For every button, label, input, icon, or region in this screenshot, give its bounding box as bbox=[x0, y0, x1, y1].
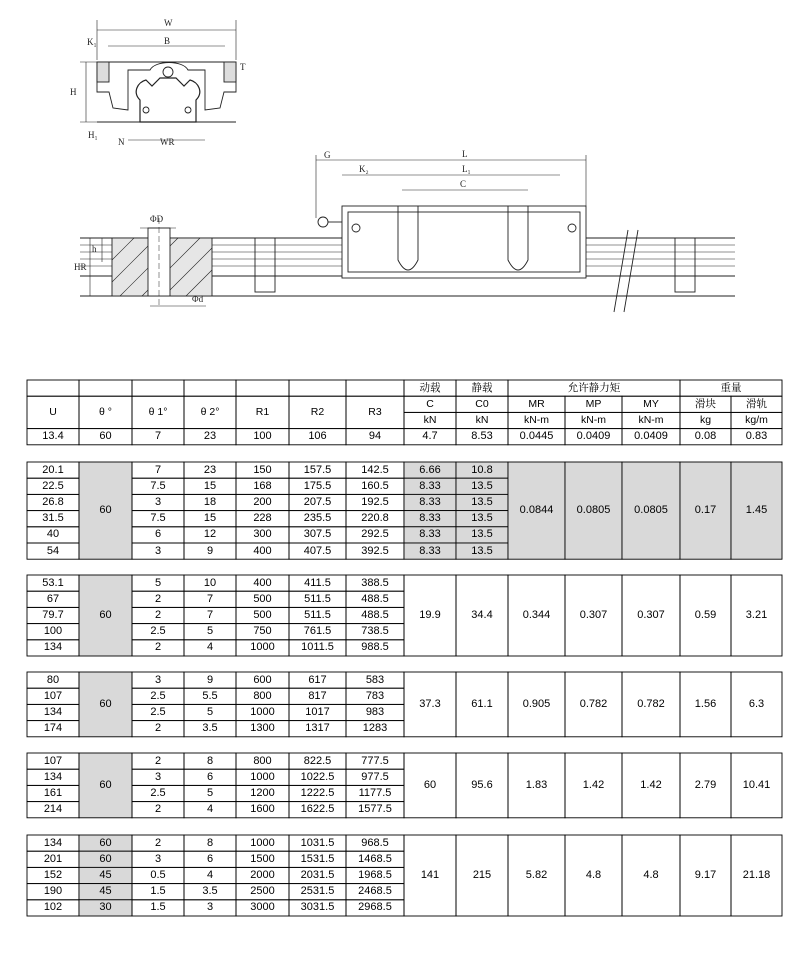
theta-merged-cell: 60 bbox=[99, 778, 112, 791]
theta-merged-cell: 60 bbox=[99, 504, 112, 517]
table-cell: 190 bbox=[43, 885, 63, 898]
table-cell: 511.5 bbox=[304, 592, 331, 605]
table-cell: 200 bbox=[253, 495, 272, 508]
table-cell: 0.0409 bbox=[634, 430, 668, 443]
merged-value-cell: 0.59 bbox=[694, 609, 717, 621]
merged-value-cell: 0.0844 bbox=[519, 504, 554, 517]
table-cell: 5.5 bbox=[202, 689, 218, 702]
table-cell: 0.0409 bbox=[576, 430, 611, 443]
merged-value-cell: 1.45 bbox=[745, 504, 768, 517]
dim-label-WR: WR bbox=[160, 137, 175, 147]
table-cell: 583 bbox=[365, 673, 385, 686]
table-cell: 1000 bbox=[250, 641, 275, 654]
table-cell: 988.5 bbox=[361, 641, 389, 654]
table-cell: 0.0445 bbox=[519, 430, 554, 443]
merged-value-cell: 1.56 bbox=[694, 697, 717, 710]
table-cell: 192.5 bbox=[361, 495, 389, 508]
sub-header-C0: C0 bbox=[475, 398, 489, 411]
table-cell: 500 bbox=[253, 592, 272, 605]
table-cell: 3000 bbox=[250, 901, 275, 914]
header-blank bbox=[289, 380, 346, 396]
table-cell: 107 bbox=[43, 754, 63, 767]
header-allowable-static-moment: 允许静力矩 bbox=[567, 381, 621, 394]
table-cell: 67 bbox=[46, 592, 60, 605]
table-cell: 6 bbox=[206, 770, 214, 783]
table-cell: 100 bbox=[43, 625, 63, 638]
table-cell: 12 bbox=[203, 528, 217, 541]
table-cell: 1022.5 bbox=[300, 770, 335, 783]
merged-value-cell: 1.83 bbox=[525, 778, 548, 791]
merged-value-cell: 141 bbox=[420, 869, 440, 881]
table-cell: 761.5 bbox=[303, 625, 332, 638]
merged-value-cell: 6.3 bbox=[748, 697, 765, 710]
table-cell: 20.1 bbox=[42, 463, 64, 476]
sub-header-MP: MP bbox=[585, 398, 602, 411]
merged-value-cell: 0.782 bbox=[579, 697, 608, 710]
table-cell: 800 bbox=[253, 754, 272, 767]
table-cell: 7.5 bbox=[150, 479, 166, 492]
header-blank bbox=[132, 380, 184, 396]
table-cell: 1317 bbox=[305, 722, 330, 735]
table-cell: 201 bbox=[43, 852, 63, 865]
table-cell: 822.5 bbox=[303, 754, 332, 767]
merged-value-cell: 4.8 bbox=[585, 869, 602, 881]
table-cell: 977.5 bbox=[361, 770, 389, 783]
table-cell: 777.5 bbox=[361, 754, 389, 767]
table-cell: 40 bbox=[46, 528, 60, 541]
merged-value-cell: 9.17 bbox=[694, 869, 717, 881]
table-cell: 2.5 bbox=[150, 689, 166, 702]
header-blank bbox=[346, 380, 404, 396]
table-cell: 292.5 bbox=[361, 528, 389, 541]
table-cell: 13.5 bbox=[471, 528, 493, 541]
unit-C: kN bbox=[423, 414, 437, 427]
merged-value-cell: 1.42 bbox=[640, 778, 662, 791]
column-header: θ 2° bbox=[200, 406, 220, 419]
header-blank bbox=[184, 380, 236, 396]
table-cell: 1500 bbox=[250, 852, 275, 865]
table-cell: 2031.5 bbox=[300, 868, 335, 881]
merged-value-cell: 215 bbox=[472, 869, 492, 881]
column-header: U bbox=[49, 406, 57, 419]
merged-value-cell: 0.307 bbox=[579, 609, 608, 621]
table-cell: 134 bbox=[43, 770, 63, 783]
unit-MR: kN-m bbox=[523, 414, 550, 427]
table-cell: 500 bbox=[253, 608, 272, 621]
table-cell: 4 bbox=[206, 641, 214, 654]
table-cell: 100 bbox=[253, 430, 272, 443]
header-dynamic-load: 动载 bbox=[419, 381, 441, 394]
table-cell: 4 bbox=[206, 803, 214, 816]
table-cell: 1222.5 bbox=[300, 786, 335, 799]
table-cell: 30 bbox=[99, 901, 112, 914]
table-cell: 488.5 bbox=[361, 592, 389, 605]
table-cell: 1600 bbox=[250, 803, 275, 816]
unit-block: kg bbox=[699, 414, 712, 427]
table-cell: 207.5 bbox=[303, 495, 332, 508]
table-cell: 214 bbox=[43, 803, 63, 816]
table-cell: 1622.5 bbox=[300, 803, 335, 816]
table-cell: 2531.5 bbox=[300, 885, 335, 898]
unit-MY: kN-m bbox=[638, 414, 664, 427]
dim-label-h: h bbox=[92, 244, 97, 254]
dim-label-L: L bbox=[462, 149, 468, 159]
merged-value-cell: 19.9 bbox=[419, 609, 441, 621]
table-cell: 23 bbox=[203, 430, 217, 443]
merged-value-cell: 21.18 bbox=[742, 869, 771, 881]
dim-label-N: N bbox=[118, 137, 125, 147]
table-cell: 31.5 bbox=[42, 512, 64, 525]
table-cell: 2 bbox=[154, 836, 162, 849]
dim-label-G: G bbox=[324, 150, 331, 160]
table-cell: 2 bbox=[154, 592, 162, 605]
table-cell: 8.33 bbox=[419, 544, 441, 557]
table-cell: 4.7 bbox=[422, 430, 438, 443]
merged-value-cell: 95.6 bbox=[471, 778, 493, 791]
table-cell: 511.5 bbox=[304, 608, 331, 621]
table-cell: 1017 bbox=[305, 705, 330, 718]
column-header: R3 bbox=[368, 406, 382, 419]
table-cell: 800 bbox=[253, 689, 272, 702]
table-cell: 6 bbox=[154, 528, 162, 541]
table-cell: 102 bbox=[43, 901, 63, 914]
table-cell: 13.5 bbox=[471, 544, 493, 557]
header-weight: 重量 bbox=[720, 381, 742, 394]
table-cell: 150 bbox=[253, 463, 272, 476]
header-blank bbox=[79, 380, 132, 396]
table-cell: 8.33 bbox=[419, 512, 441, 525]
table-cell: 738.5 bbox=[361, 625, 389, 638]
table-cell: 2000 bbox=[250, 868, 275, 881]
table-cell: 1577.5 bbox=[358, 803, 392, 816]
table-cell: 783 bbox=[365, 689, 385, 702]
table-cell: 60 bbox=[99, 430, 112, 443]
table-cell: 8.33 bbox=[419, 495, 441, 508]
table-cell: 6 bbox=[206, 852, 214, 865]
merged-value-cell: 5.82 bbox=[525, 869, 548, 881]
table-cell: 750 bbox=[253, 625, 272, 638]
table-cell: 174 bbox=[43, 722, 63, 735]
table-cell: 235.5 bbox=[303, 512, 332, 525]
table-cell: 1177.5 bbox=[358, 786, 392, 799]
merged-value-cell: 10.41 bbox=[742, 778, 771, 791]
table-cell: 54 bbox=[46, 544, 60, 557]
dim-label-L1: L₁ bbox=[462, 164, 471, 174]
table-cell: 8 bbox=[206, 754, 214, 767]
table-cell: 407.5 bbox=[303, 544, 332, 557]
table-cell: 6.66 bbox=[419, 463, 441, 476]
table-cell: 388.5 bbox=[361, 576, 389, 589]
column-header: R2 bbox=[310, 406, 325, 419]
table-cell: 5 bbox=[206, 705, 214, 718]
table-cell: 1011.5 bbox=[301, 641, 334, 654]
table-cell: 2.5 bbox=[150, 625, 166, 638]
table-cell: 617 bbox=[308, 673, 327, 686]
table-cell: 13.5 bbox=[471, 479, 493, 492]
table-cell: 1.5 bbox=[150, 885, 166, 898]
merged-value-cell: 34.4 bbox=[471, 609, 493, 621]
table-cell: 3 bbox=[206, 901, 214, 914]
table-cell: 9 bbox=[206, 673, 214, 686]
table-cell: 3 bbox=[154, 770, 162, 783]
table-cell: 160.5 bbox=[361, 479, 389, 492]
table-cell: 1283 bbox=[362, 722, 388, 735]
dim-label-K1: K₁ bbox=[87, 37, 97, 47]
table-cell: 7.5 bbox=[150, 512, 166, 525]
table-cell: 488.5 bbox=[361, 608, 389, 621]
sub-header-block: 滑块 bbox=[695, 398, 716, 411]
table-cell: 2 bbox=[154, 803, 162, 816]
column-header: θ ° bbox=[99, 406, 112, 419]
table-cell: 1000 bbox=[250, 836, 275, 849]
table-cell: 2968.5 bbox=[358, 901, 392, 914]
column-header: R1 bbox=[255, 406, 270, 419]
table-cell: 1968.5 bbox=[358, 868, 392, 881]
merged-value-cell: 4.8 bbox=[643, 869, 659, 881]
table-cell: 7 bbox=[206, 592, 214, 605]
table-cell: 7 bbox=[154, 430, 162, 443]
column-header: θ 1° bbox=[148, 406, 168, 419]
table-cell: 26.8 bbox=[42, 495, 64, 508]
table-cell: 23 bbox=[203, 463, 217, 476]
table-cell: 107 bbox=[43, 689, 63, 702]
table-cell: 392.5 bbox=[361, 544, 389, 557]
table-cell: 18 bbox=[203, 495, 217, 508]
table-cell: 9 bbox=[206, 544, 214, 557]
table-cell: 0.5 bbox=[150, 868, 166, 881]
table-cell: 1000 bbox=[250, 770, 275, 783]
theta-merged-cell: 60 bbox=[99, 609, 112, 621]
table-cell: 134 bbox=[43, 705, 63, 718]
table-cell: 13.4 bbox=[42, 430, 64, 443]
table-cell: 307.5 bbox=[303, 528, 332, 541]
merged-value-cell: 3.21 bbox=[745, 609, 768, 621]
table-cell: 3031.5 bbox=[300, 901, 335, 914]
table-cell: 94 bbox=[368, 430, 382, 443]
table-cell: 400 bbox=[253, 544, 272, 557]
table-cell: 220.8 bbox=[361, 512, 389, 525]
dim-label-C: C bbox=[460, 179, 467, 189]
table-cell: 2500 bbox=[250, 885, 275, 898]
table-cell: 0.08 bbox=[694, 430, 717, 443]
table-cell: 161 bbox=[43, 786, 63, 799]
table-cell: 60 bbox=[99, 836, 112, 849]
table-cell: 4 bbox=[206, 868, 214, 881]
table-cell: 5 bbox=[206, 786, 214, 799]
table-cell: 13.5 bbox=[471, 512, 493, 525]
merged-value-cell: 0.307 bbox=[637, 609, 665, 621]
table-cell: 8 bbox=[206, 836, 214, 849]
merged-value-cell: 0.782 bbox=[637, 697, 665, 710]
table-cell: 1468.5 bbox=[358, 852, 392, 865]
table-cell: 3 bbox=[154, 544, 162, 557]
dim-label-B: B bbox=[164, 36, 171, 46]
table-cell: 2 bbox=[154, 608, 162, 621]
table-cell: 2.5 bbox=[150, 786, 166, 799]
sub-header-MY: MY bbox=[643, 398, 659, 411]
table-cell: 968.5 bbox=[361, 836, 389, 849]
table-cell: 2 bbox=[154, 641, 162, 654]
table-cell: 8.33 bbox=[419, 528, 441, 541]
dim-label-phiD: ΦD bbox=[150, 214, 164, 224]
merged-value-cell: 0.344 bbox=[522, 609, 551, 621]
table-cell: 157.5 bbox=[303, 463, 332, 476]
table-cell: 3 bbox=[154, 495, 162, 508]
table-cell: 3.5 bbox=[202, 722, 218, 735]
table-cell: 411.5 bbox=[304, 576, 331, 589]
table-cell: 53.1 bbox=[42, 576, 64, 589]
table-cell: 22.5 bbox=[42, 479, 64, 492]
table-cell: 79.7 bbox=[42, 608, 64, 621]
table-cell: 134 bbox=[43, 641, 63, 654]
table-cell: 3 bbox=[154, 852, 162, 865]
table-cell: 8.53 bbox=[471, 430, 493, 443]
table-cell: 400 bbox=[253, 576, 272, 589]
dim-label-H: H bbox=[70, 87, 77, 97]
merged-value-cell: 0.0805 bbox=[576, 504, 611, 517]
table-cell: 0.83 bbox=[745, 430, 768, 443]
table-cell: 10.8 bbox=[471, 463, 493, 476]
table-cell: 5 bbox=[206, 625, 214, 638]
theta-merged-cell: 60 bbox=[99, 697, 112, 710]
table-cell: 60 bbox=[99, 852, 112, 865]
table-cell: 7 bbox=[154, 463, 162, 476]
table-cell: 13.5 bbox=[471, 495, 493, 508]
table-cell: 1531.5 bbox=[300, 852, 335, 865]
table-cell: 600 bbox=[253, 673, 272, 686]
table-cell: 300 bbox=[253, 528, 272, 541]
merged-value-cell: 2.79 bbox=[694, 778, 717, 791]
merged-value-cell: 0.17 bbox=[694, 504, 717, 517]
table-cell: 3 bbox=[154, 673, 162, 686]
table-cell: 45 bbox=[99, 868, 112, 881]
table-cell: 134 bbox=[43, 836, 63, 849]
dim-label-T: T bbox=[240, 62, 246, 72]
table-cell: 152 bbox=[43, 868, 63, 881]
table-cell: 80 bbox=[46, 673, 60, 686]
merged-value-cell: 61.1 bbox=[471, 697, 493, 710]
table-cell: 2468.5 bbox=[358, 885, 392, 898]
table-cell: 168 bbox=[253, 479, 272, 492]
dim-label-HR: HR bbox=[74, 262, 87, 272]
sub-header-rail: 滑轨 bbox=[746, 398, 767, 411]
dim-label-phid: Φd bbox=[192, 294, 204, 304]
table-cell: 45 bbox=[99, 885, 112, 898]
table-cell: 1000 bbox=[250, 705, 275, 718]
table-cell: 2.5 bbox=[150, 705, 166, 718]
dim-label-H1: H₁ bbox=[88, 130, 98, 140]
merged-value-cell: 37.3 bbox=[419, 697, 441, 710]
merged-value-cell: 60 bbox=[423, 778, 437, 791]
header-blank bbox=[236, 380, 289, 396]
unit-MP: kN-m bbox=[580, 414, 607, 427]
table-cell: 10 bbox=[203, 576, 217, 589]
table-cell: 1.5 bbox=[150, 901, 166, 914]
table-cell: 8.33 bbox=[419, 479, 441, 492]
table-cell: 15 bbox=[203, 512, 217, 525]
dim-label-K2: K₂ bbox=[359, 164, 369, 174]
header-static-load: 静载 bbox=[471, 381, 493, 394]
table-cell: 228 bbox=[253, 512, 272, 525]
sub-header-C: C bbox=[426, 398, 434, 411]
unit-C0: kN bbox=[475, 414, 489, 427]
table-cell: 2 bbox=[154, 754, 162, 767]
merged-value-cell: 0.905 bbox=[522, 697, 551, 710]
table-cell: 3.5 bbox=[202, 885, 218, 898]
merged-value-cell: 1.42 bbox=[582, 778, 605, 791]
sub-header-MR: MR bbox=[528, 398, 545, 411]
table-cell: 7 bbox=[206, 608, 214, 621]
unit-rail: kg/m bbox=[745, 414, 768, 427]
table-cell: 175.5 bbox=[303, 479, 332, 492]
merged-value-cell: 0.0805 bbox=[634, 504, 668, 517]
dim-label-W: W bbox=[164, 18, 173, 28]
table-cell: 15 bbox=[203, 479, 217, 492]
table-cell: 142.5 bbox=[361, 463, 389, 476]
table-cell: 2 bbox=[154, 722, 162, 735]
table-cell: 1200 bbox=[250, 786, 275, 799]
table-cell: 983 bbox=[365, 705, 385, 718]
table-cell: 5 bbox=[154, 576, 162, 589]
header-blank bbox=[27, 380, 79, 396]
table-cell: 817 bbox=[308, 689, 327, 702]
table-cell: 106 bbox=[308, 430, 327, 443]
table-cell: 1031.5 bbox=[300, 836, 335, 849]
table-cell: 1300 bbox=[250, 722, 275, 735]
